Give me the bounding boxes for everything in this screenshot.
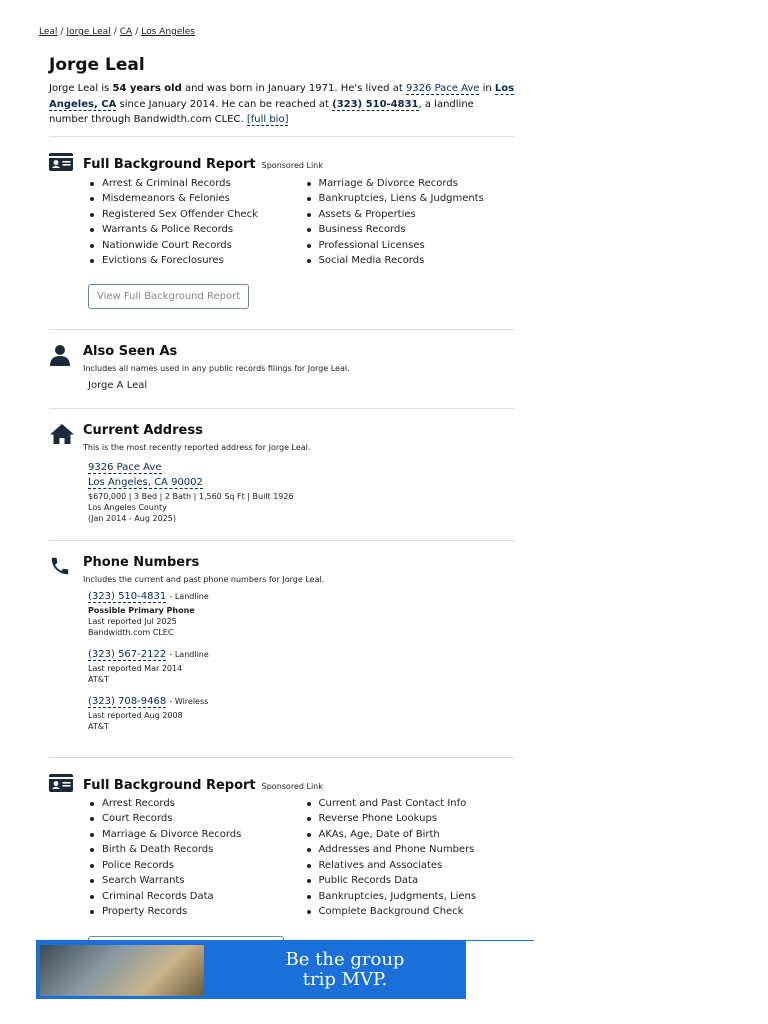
full-bio-link[interactable]: [full bio] [246,114,289,125]
report-list-left [83,796,300,920]
also-seen-as-description: Includes all names used in any public records filings for Jorge Leal. [83,363,350,373]
list-item: Reverse Phone Lookups [300,811,517,827]
phone-link[interactable]: (323) 567-2122 [88,648,167,660]
divider [49,136,515,137]
person-icon [49,344,71,366]
phone-type: - Landline [169,649,209,659]
list-item: Misdemeanors & Felonies [83,191,300,207]
report-list-right [300,796,517,920]
home-icon [49,423,75,445]
list-item: Arrest & Criminal Records [83,176,300,192]
list-item: Registered Sex Offender Check [83,207,300,223]
phone-item [88,696,312,732]
list-item: Property Records [83,904,300,920]
list-item: Professional Licenses [300,238,517,254]
breadcrumb: Leal / Jorge Leal / CA / Los Angeles [39,27,195,37]
phone-link[interactable]: (323) 510-4831 [88,590,167,602]
breadcrumb-link-name[interactable]: Jorge Leal [66,27,111,37]
phone-numbers-section [49,555,516,743]
property-details: $670,000 | 3 Bed | 2 Bath | 1,560 Sq Ft | Built 1926 [88,491,294,501]
list-item: Birth & Death Records [83,842,300,858]
list-item: Marriage & Divorce Records [300,176,517,192]
divider [49,329,515,330]
bio-address-link[interactable]: 9326 Pace Ave [405,83,480,94]
ad-headline: Be the group trip MVP. [285,949,405,990]
phone-link[interactable]: (323) 708-9468 [88,695,167,707]
alias-name: Jorge A Leal [88,379,148,391]
list-item: Search Warrants [83,873,300,889]
breadcrumb-link-surname[interactable]: Leal [39,27,58,37]
list-item: Relatives and Associates [300,858,517,874]
current-address-section [49,423,516,524]
list-item: Nationwide Court Records [83,238,300,254]
current-address-description: This is the most recently reported address for Jorge Leal. [83,442,311,452]
phone-carrier: Bandwidth.com CLEC [88,627,174,637]
id-card-icon [49,153,73,171]
list-item: Complete Background Check [300,904,517,920]
list-item: Bankruptcies, Liens & Judgments [300,191,517,207]
report-list [83,176,516,269]
divider [49,540,515,541]
ad-creative[interactable] [36,941,466,999]
bio-city-link[interactable]: Los Angeles, CA [49,83,515,110]
primary-phone-label: Possible Primary Phone [88,605,195,615]
phone-numbers-description: Includes the current and past phone numbers for Jorge Leal. [83,574,325,584]
phone-carrier: AT&T [88,721,109,731]
list-item: Evictions & Foreclosures [83,253,300,269]
phone-numbers-title: Phone Numbers [83,554,200,570]
main-content [49,55,516,968]
phone-last-reported: Last reported Mar 2014 [88,663,183,673]
id-card-icon [49,774,73,792]
report-title: Full Background Report [83,777,256,793]
list-item: Current and Past Contact Info [300,796,517,812]
phone-list [88,591,528,743]
list-item: Addresses and Phone Numbers [300,842,517,858]
address-street-link[interactable]: 9326 Pace Ave [88,461,162,473]
report-list-right [300,176,517,269]
report-list-left [83,176,300,269]
also-seen-as-section [49,344,516,391]
page-title: Jorge Leal [49,55,145,75]
phone-item [88,649,312,685]
breadcrumb-link-city[interactable]: Los Angeles [141,27,195,37]
bio-phone-link[interactable]: (323) 510-4831 [332,98,419,110]
age: 54 years old [112,83,182,94]
list-item: Warrants & Police Records [83,222,300,238]
list-item: Social Media Records [300,253,517,269]
divider [49,757,515,758]
county: Los Angeles County [88,502,167,512]
phone-type: - Wireless [169,696,209,706]
report-heading [83,774,516,794]
breadcrumb-link-state[interactable]: CA [119,27,133,37]
list-item: Business Records [300,222,517,238]
view-full-report-button[interactable]: View Full Background Report [88,284,249,309]
list-item: Criminal Records Data [83,889,300,905]
ad-image [40,945,204,996]
list-item: Court Records [83,811,300,827]
current-address-title: Current Address [83,422,203,438]
report-heading [83,153,516,173]
sponsored-label: Sponsored Link [261,160,323,170]
person-bio: Jorge Leal is 54 years old and was born in January 1971. He's lived at 9326 Pace Ave in Los Angeles, CA since January 2014. He can be reached at (323) 510-4831, a landline number through Bandwidth.com CLEC. [full bio] [49,83,515,125]
list-item: Marriage & Divorce Records [83,827,300,843]
background-report-section-2 [49,774,516,968]
list-item: Bankruptcies, Judgments, Liens [300,889,517,905]
phone-item [88,591,312,638]
phone-last-reported: Last reported Aug 2008 [88,710,183,720]
phone-carrier: AT&T [88,674,109,684]
list-item: AKAs, Age, Date of Birth [300,827,517,843]
report-list [83,796,516,920]
sponsored-label: Sponsored Link [261,781,323,791]
ad-banner[interactable] [36,940,534,999]
divider [49,408,515,409]
list-item: Public Records Data [300,873,517,889]
phone-last-reported: Last reported Jul 2025 [88,616,177,626]
address-city-link[interactable]: Los Angeles, CA 90002 [88,476,203,488]
list-item: Assets & Properties [300,207,517,223]
phone-type: - Landline [169,591,209,601]
address-block [88,460,516,524]
background-report-section [49,153,516,309]
residence-dates: (Jan 2014 - Aug 2025) [88,513,176,523]
phone-icon [49,555,71,577]
report-title: Full Background Report [83,156,256,172]
list-item: Arrest Records [83,796,300,812]
list-item: Police Records [83,858,300,874]
also-seen-as-title: Also Seen As [83,343,178,359]
